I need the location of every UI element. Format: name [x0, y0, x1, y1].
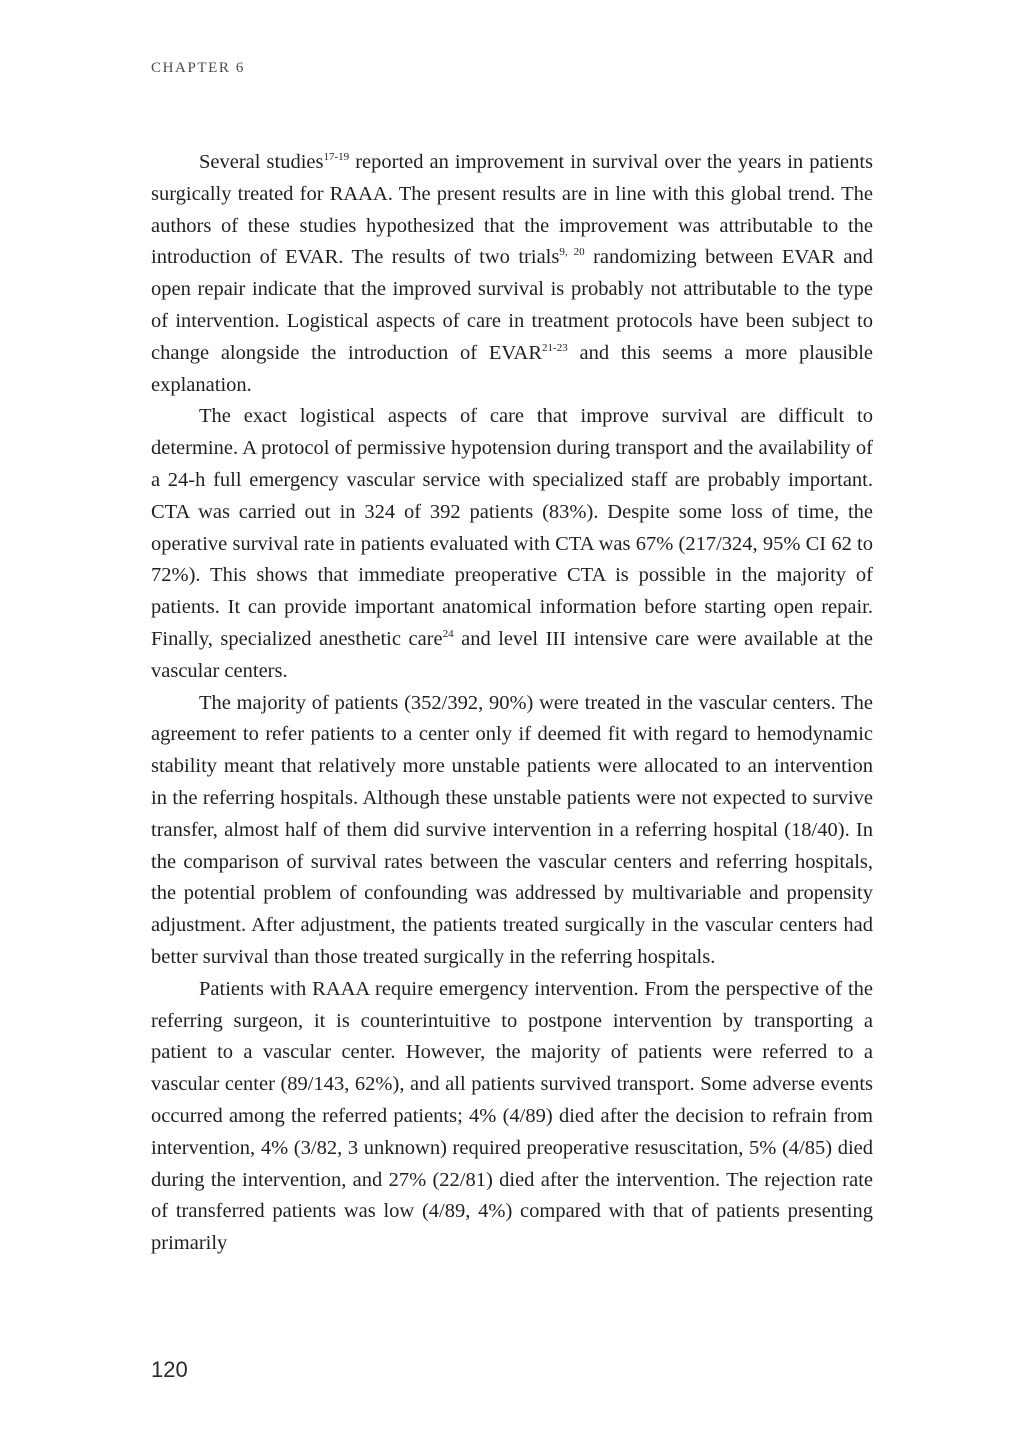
citation-superscript: 17-19	[323, 151, 350, 163]
paragraph-1-text: Several studies	[199, 151, 324, 173]
paragraph-2	[151, 401, 873, 687]
page-number: 120	[151, 1357, 188, 1382]
citation-superscript: 9, 20	[559, 246, 585, 259]
paragraph-4: Patients with RAAA require emergency intervention. From the perspective of the referring surgeon, it is counterintuitive to postpone intervention by transporting a patient to a vascular center. However, the majority of patients were referred to a vascular center (89/143, 62%), and all patients survived transport. Some adverse events occurred among the referred patients; 4% (4/89) died after the decision to refrain from intervention, 4% (3/82, 3 unknown) required preoperative resuscitation, 5% (4/85) died during the intervention, and 27% (22/81) died after the intervention. The rejection rate of transferred patients was low (4/89, 4%) compared with that of patients presenting primarily	[151, 977, 873, 1255]
citation-superscript: 21-23	[542, 341, 568, 354]
paragraph-3: The majority of patients (352/392, 90%) were treated in the vascular centers. The agreement to refer patients to a center only if deemed fit with regard to hemodynamic stability meant that relatively more unstable patients were allocated to an intervention in the referring hospitals. Although these unstable patients were not expected to survive transfer, almost half of them did survive intervention in a referring hospital (18/40). In the comparison of survival rates between the vascular centers and referring hospitals, the potential problem of confounding was addressed by multivariable and propensity adjustment. After adjustment, the patients treated surgically in the vascular centers had better survival than those treated surgically in the referring hospitals.	[151, 691, 873, 968]
paragraph-1	[151, 147, 873, 401]
citation-superscript: 24	[442, 627, 454, 640]
paragraph-1-text: reported an improvement in survival over the years in patients surgically treated for RAAA. The present results are in line with this global trend. The authors of these studies hypothesized that the improvement was attributable to the introduction of EVAR. The results of two trials	[151, 151, 873, 269]
running-head: CHAPTER 6	[151, 60, 245, 76]
paragraph-1-text: and this seems a more plausible explanation.	[151, 341, 873, 396]
body-text	[151, 147, 873, 1260]
paragraph-1-text: randomizing between EVAR and open repair indicate that the improved survival is probably not attributable to the type of intervention. Logistical aspects of care in treatment protocols have been subject to change alongside the introduction of EVAR	[151, 246, 874, 364]
paragraph-2-text: The exact logistical aspects of care that improve survival are difficult to determine. A protocol of permissive hypotension during transport and the availability of a 24-h full emergency vascular service with specialized staff are probably important. CTA was carried out in 324 of 392 patients (83%). Despite some loss of time, the operative survival rate in patients evaluated with CTA was 67% (217/324, 95% CI 62 to 72%). This shows that immediate preoperative CTA is possible in the majority of patients. It can provide important anatomical information before starting open repair. Finally, specialized anesthetic care	[151, 405, 873, 650]
paragraph-2-text: and level III intensive care were available at the vascular centers.	[151, 627, 873, 682]
